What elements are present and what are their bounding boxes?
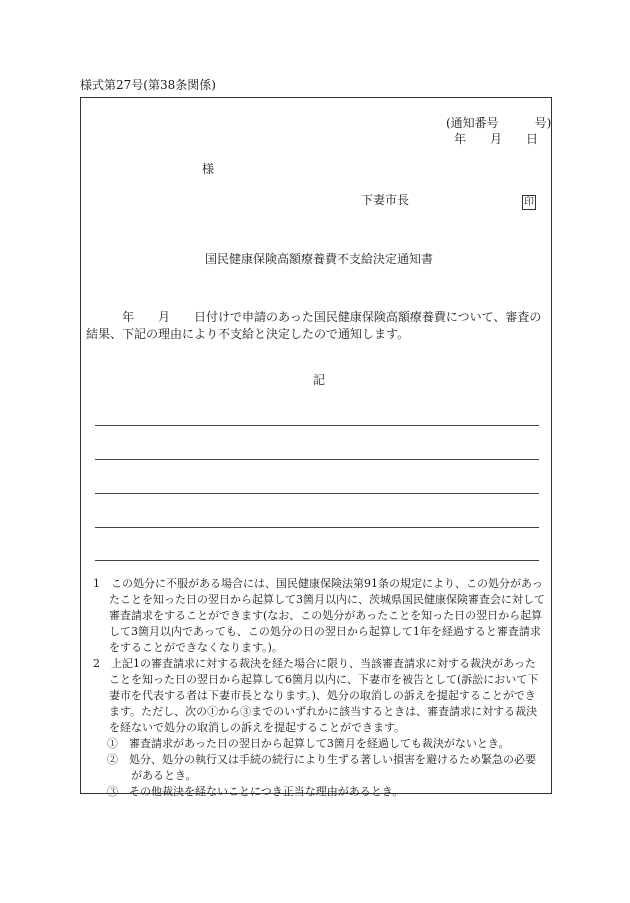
reason-line-2 (95, 459, 539, 460)
note-sub-item-1: ① 審査請求があった日の翌日から起算して3箇月を経過しても裁決がないとき。 (107, 737, 510, 750)
reason-line-3 (95, 493, 539, 494)
reason-line-4 (95, 527, 539, 528)
body-text: 年 月 日付けで申請のあった国民健康保険高額療養費について、審査の結果、下記の理由により不支給と決定したので通知します。 (86, 310, 542, 341)
notes-section (93, 576, 545, 800)
note-sub-item-2: ② 処分、処分の執行又は手続の続行により生ずる著しい損害を避けるため緊急の必要があるとき。 (107, 753, 536, 782)
form-number: 様式第27号(第38条関係) (80, 78, 216, 92)
reason-line-1 (95, 425, 539, 426)
note-item-1: 1 この処分に不服がある場合には、国民健康保険法第91条の規定により、この処分があったことを知った日の翌日から起算して3箇月以内に、茨城県国民健康保険審査会に対して審査請求をすることができます(なお、この処分があったことを知った日の翌日から起算して3箇月以内であっても、この処分の日の翌日から起算して1年を経過すると審査請求をすることができなくなります。)。 (93, 577, 545, 654)
note-sub-item-3: ③ その他裁決を経ないことにつき正当な理由があるとき。 (107, 785, 404, 798)
seal-mark (522, 190, 536, 210)
ki-heading: 記 (313, 373, 326, 387)
sender-name: 下妻市長 (361, 193, 410, 207)
issue-date: 年 月 日 (454, 132, 539, 146)
addressee-suffix: 様 (202, 162, 215, 176)
notice-number: (通知番号 号) (446, 116, 552, 130)
document-title: 国民健康保険高額療養費不支給決定通知書 (205, 252, 434, 266)
reason-line-5 (95, 560, 539, 561)
document-frame (80, 97, 552, 798)
note-item-2: 2 上記1の審査請求に対する裁決を経た場合に限り、当該審査請求に対する裁決があったことを知った日の翌日から起算して6箇月以内に、下妻市を被告として(訴訟において下妻市を代表する者は下妻市長となります。)、処分の取消しの訴えを提起することができます。ただし、次の①から③までのいずれかに該当するときは、審査請求に対する裁決を経ないで処分の取消しの訴えを提起することができます。 (93, 657, 539, 734)
seal-icon: 印 (524, 197, 534, 208)
